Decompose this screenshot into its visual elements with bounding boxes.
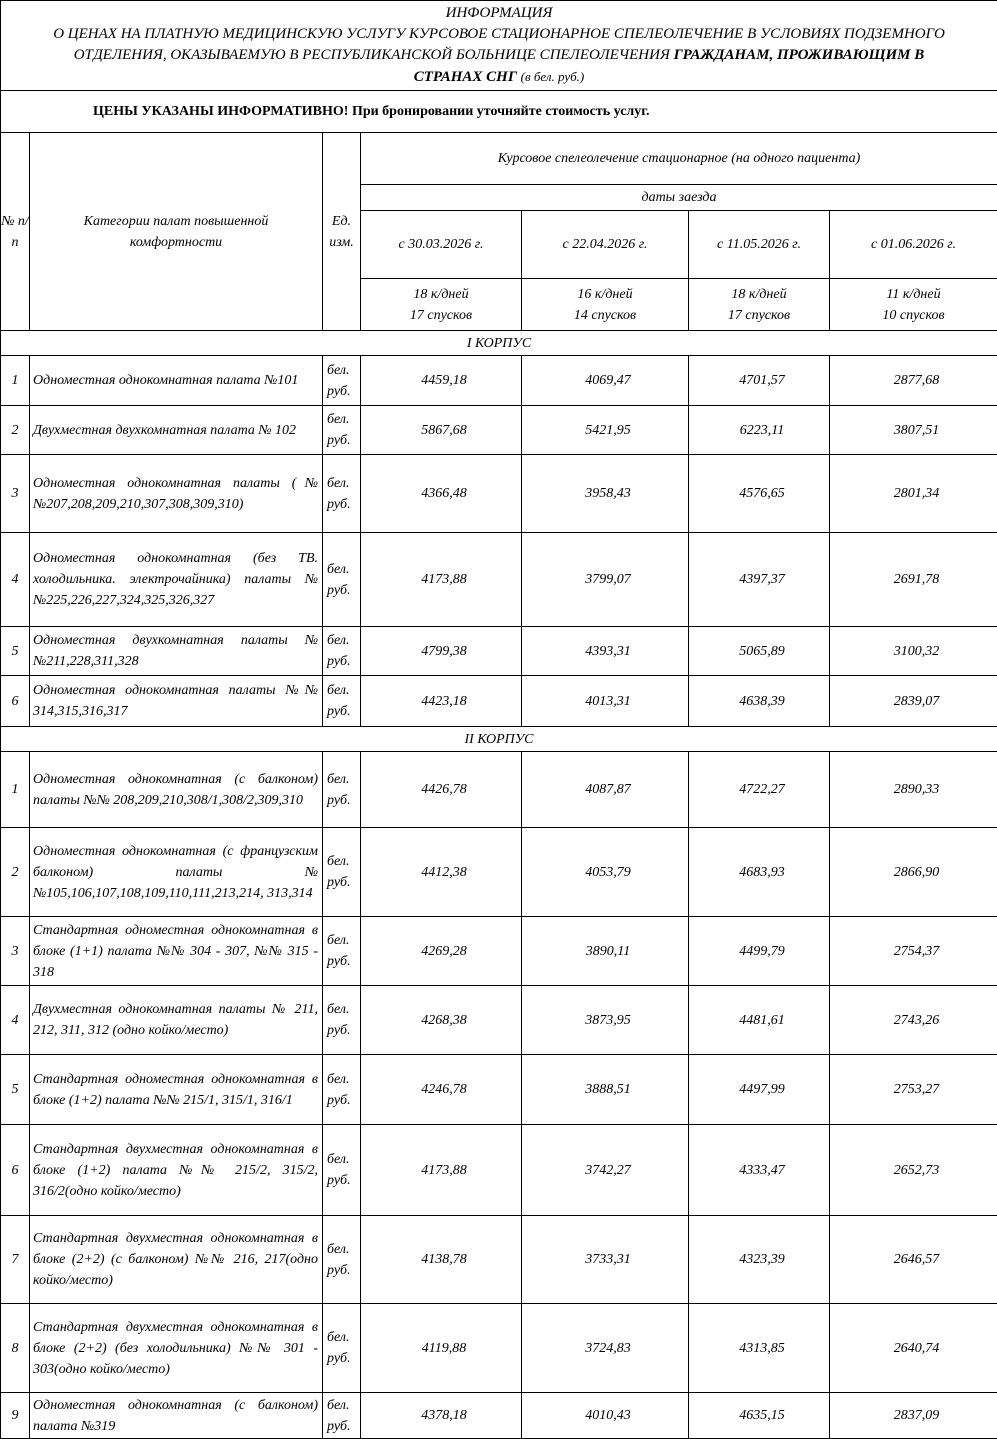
warning-notice: ЦЕНЫ УКАЗАНЫ ИНФОРМАТИВНО! При бронировании уточняйте стоимость услуг. bbox=[1, 91, 997, 133]
price-cell: 3958,43 bbox=[522, 455, 689, 533]
unit-cell: бел. руб. bbox=[323, 1393, 361, 1439]
row-number: 2 bbox=[1, 406, 30, 455]
table-row bbox=[1, 917, 997, 986]
price-cell: 4013,31 bbox=[522, 676, 689, 727]
table-row bbox=[1, 1055, 997, 1125]
price-cell: 2754,37 bbox=[830, 917, 997, 986]
warning-row bbox=[1, 91, 997, 133]
row-number: 5 bbox=[1, 627, 30, 676]
unit-cell: бел. руб. bbox=[323, 533, 361, 627]
date-col-3: с 11.05.2026 г. bbox=[689, 211, 830, 279]
price-cell: 4459,18 bbox=[361, 356, 522, 406]
row-number: 8 bbox=[1, 1304, 30, 1393]
col-header-num-label: № п/п bbox=[1, 214, 29, 250]
room-category: Одноместная однокомнатная (с балконом) палаты №№ 208,209,210,308/1,308/2,309,310 bbox=[30, 752, 323, 828]
price-cell: 4053,79 bbox=[522, 828, 689, 917]
price-cell: 4323,39 bbox=[689, 1216, 830, 1304]
price-cell: 4268,38 bbox=[361, 986, 522, 1055]
table-row bbox=[1, 1304, 997, 1393]
price-cell: 4366,48 bbox=[361, 455, 522, 533]
unit-cell: бел. руб. bbox=[323, 828, 361, 917]
date-col-2: с 22.04.2026 г. bbox=[522, 211, 689, 279]
price-cell: 3100,32 bbox=[830, 627, 997, 676]
room-category: Одноместная однокомнатная палаты №№ 314,315,316,317 bbox=[30, 676, 323, 727]
duration-days: 18 к/дней bbox=[689, 284, 829, 305]
price-cell: 4069,47 bbox=[522, 356, 689, 406]
duration-descents: 17 спусков bbox=[361, 305, 521, 326]
room-category: Одноместная однокомнатная (с французским балконом) палаты №№105,106,107,108,109,110,111,213,214, 313,314 bbox=[30, 828, 323, 917]
price-cell: 4722,27 bbox=[689, 752, 830, 828]
price-cell: 4397,37 bbox=[689, 533, 830, 627]
title-line-3: ОТДЕЛЕНИЯ, ОКАЗЫВАЕМУЮ В РЕСПУБЛИКАНСКОЙ БОЛЬНИЦЕ СПЕЛЕОЛЕЧЕНИЯ bbox=[74, 47, 670, 63]
price-cell: 3733,31 bbox=[522, 1216, 689, 1304]
price-cell: 4683,93 bbox=[689, 828, 830, 917]
title-line-2: О ЦЕНАХ НА ПЛАТНУЮ МЕДИЦИНСКУЮ УСЛУГУ КУРСОВОЕ СТАЦИОНАРНОЕ СПЕЛЕОЛЕЧЕНИЕ В УСЛОВИЯХ ПОДЗЕМНОГО bbox=[53, 26, 945, 42]
section-header-row bbox=[1, 331, 997, 356]
price-cell: 3807,51 bbox=[830, 406, 997, 455]
title-line-3-bold: ГРАЖДАНАМ, ПРОЖИВАЮЩИМ В bbox=[674, 47, 925, 63]
col-header-category-label: Категории палат повышенной комфортности bbox=[84, 214, 269, 250]
price-cell: 4499,79 bbox=[689, 917, 830, 986]
price-cell: 4412,38 bbox=[361, 828, 522, 917]
row-number: 4 bbox=[1, 986, 30, 1055]
table-row bbox=[1, 676, 997, 727]
row-number: 9 bbox=[1, 1393, 30, 1439]
table-row bbox=[1, 1216, 997, 1304]
room-category: Двухместная двухкомнатная палата № 102 bbox=[30, 406, 323, 455]
row-number: 5 bbox=[1, 1055, 30, 1125]
header-row-1 bbox=[1, 133, 997, 185]
unit-cell: бел. руб. bbox=[323, 627, 361, 676]
table-row bbox=[1, 1125, 997, 1216]
duration-descents: 10 спусков bbox=[830, 305, 997, 326]
price-cell: 3888,51 bbox=[522, 1055, 689, 1125]
row-number: 3 bbox=[1, 455, 30, 533]
room-category: Одноместная однокомнатная (без ТВ. холодильника. электрочайника) палаты №№225,226,227,324,325,326,327 bbox=[30, 533, 323, 627]
price-cell: 4087,87 bbox=[522, 752, 689, 828]
col-header-course: Курсовое спелеолечение стационарное (на одного пациента) bbox=[361, 133, 997, 185]
table-row bbox=[1, 356, 997, 406]
price-cell: 4269,28 bbox=[361, 917, 522, 986]
col-header-unit-label: Ед. изм. bbox=[329, 214, 354, 250]
price-cell: 5421,95 bbox=[522, 406, 689, 455]
col-header-unit bbox=[323, 133, 361, 331]
price-cell: 2866,90 bbox=[830, 828, 997, 917]
unit-cell: бел. руб. bbox=[323, 1304, 361, 1393]
unit-cell: бел. руб. bbox=[323, 455, 361, 533]
col-header-category bbox=[30, 133, 323, 331]
row-number: 2 bbox=[1, 828, 30, 917]
price-cell: 4799,38 bbox=[361, 627, 522, 676]
price-cell: 3724,83 bbox=[522, 1304, 689, 1393]
room-category: Одноместная однокомнатная палата №101 bbox=[30, 356, 323, 406]
price-cell: 4173,88 bbox=[361, 1125, 522, 1216]
price-cell: 5867,68 bbox=[361, 406, 522, 455]
price-cell: 3799,07 bbox=[522, 533, 689, 627]
room-category: Двухместная однокомнатная палаты № 211, 212, 311, 312 (одно койко/место) bbox=[30, 986, 323, 1055]
price-cell: 2753,27 bbox=[830, 1055, 997, 1125]
price-cell: 4378,18 bbox=[361, 1393, 522, 1439]
price-cell: 4313,85 bbox=[689, 1304, 830, 1393]
price-cell: 4173,88 bbox=[361, 533, 522, 627]
room-category: Стандартная двухместная однокомнатная в блоке (1+2) палата №№ 215/2, 315/2, 316/2(одно койко/место) bbox=[30, 1125, 323, 1216]
duration-col-2 bbox=[522, 279, 689, 331]
price-cell: 4138,78 bbox=[361, 1216, 522, 1304]
room-category: Одноместная однокомнатная (с балконом) палата №319 bbox=[30, 1393, 323, 1439]
price-cell: 4576,65 bbox=[689, 455, 830, 533]
price-cell: 4481,61 bbox=[689, 986, 830, 1055]
room-category: Стандартная одноместная однокомнатная в блоке (1+2) палата №№ 215/1, 315/1, 316/1 bbox=[30, 1055, 323, 1125]
price-cell: 2743,26 bbox=[830, 986, 997, 1055]
unit-cell: бел. руб. bbox=[323, 986, 361, 1055]
price-cell: 4333,47 bbox=[689, 1125, 830, 1216]
row-number: 7 bbox=[1, 1216, 30, 1304]
unit-cell: бел. руб. bbox=[323, 356, 361, 406]
price-cell: 4246,78 bbox=[361, 1055, 522, 1125]
table-row bbox=[1, 986, 997, 1055]
room-category: Стандартная одноместная однокомнатная в блоке (1+1) палата №№ 304 - 307, №№ 315 - 318 bbox=[30, 917, 323, 986]
section-header-row bbox=[1, 727, 997, 752]
unit-cell: бел. руб. bbox=[323, 1125, 361, 1216]
price-cell: 2890,33 bbox=[830, 752, 997, 828]
price-cell: 4701,57 bbox=[689, 356, 830, 406]
unit-cell: бел. руб. bbox=[323, 406, 361, 455]
table-row bbox=[1, 752, 997, 828]
price-cell: 4497,99 bbox=[689, 1055, 830, 1125]
unit-cell: бел. руб. bbox=[323, 1216, 361, 1304]
table-row bbox=[1, 828, 997, 917]
row-number: 3 bbox=[1, 917, 30, 986]
table-row bbox=[1, 533, 997, 627]
title-line-4-bold: СТРАНАХ СНГ bbox=[414, 69, 517, 85]
col-header-dates-label: даты заезда bbox=[361, 185, 997, 211]
price-cell: 4119,88 bbox=[361, 1304, 522, 1393]
price-cell: 4638,39 bbox=[689, 676, 830, 727]
table-row bbox=[1, 627, 997, 676]
unit-cell: бел. руб. bbox=[323, 676, 361, 727]
room-category: Стандартная двухместная однокомнатная в блоке (2+2) (с балконом) №№ 216, 217(одно койко/место) bbox=[30, 1216, 323, 1304]
unit-cell: бел. руб. bbox=[323, 752, 361, 828]
duration-days: 18 к/дней bbox=[361, 284, 521, 305]
price-cell: 2801,34 bbox=[830, 455, 997, 533]
price-cell: 4010,43 bbox=[522, 1393, 689, 1439]
price-cell: 4426,78 bbox=[361, 752, 522, 828]
price-cell: 2652,73 bbox=[830, 1125, 997, 1216]
col-header-num bbox=[1, 133, 30, 331]
table-row bbox=[1, 455, 997, 533]
price-cell: 5065,89 bbox=[689, 627, 830, 676]
duration-days: 16 к/дней bbox=[522, 284, 688, 305]
section-title: II КОРПУС bbox=[1, 727, 997, 752]
price-cell: 3742,27 bbox=[522, 1125, 689, 1216]
duration-col-1 bbox=[361, 279, 522, 331]
price-cell: 3873,95 bbox=[522, 986, 689, 1055]
price-cell: 2877,68 bbox=[830, 356, 997, 406]
price-cell: 2837,09 bbox=[830, 1393, 997, 1439]
title-line-1: ИНФОРМАЦИЯ bbox=[446, 5, 553, 21]
price-cell: 2839,07 bbox=[830, 676, 997, 727]
duration-col-3 bbox=[689, 279, 830, 331]
price-cell: 2691,78 bbox=[830, 533, 997, 627]
row-number: 6 bbox=[1, 1125, 30, 1216]
price-cell: 2640,74 bbox=[830, 1304, 997, 1393]
duration-days: 11 к/дней bbox=[830, 284, 997, 305]
price-cell: 4393,31 bbox=[522, 627, 689, 676]
duration-col-4 bbox=[830, 279, 997, 331]
document-title bbox=[1, 1, 997, 91]
price-cell: 4635,15 bbox=[689, 1393, 830, 1439]
room-category: Одноместная двухкомнатная палаты №№211,228,311,328 bbox=[30, 627, 323, 676]
room-category: Одноместная однокомнатная палаты (№№207,208,209,210,307,308,309,310) bbox=[30, 455, 323, 533]
title-unit: (в бел. руб.) bbox=[521, 69, 585, 84]
date-col-4: с 01.06.2026 г. bbox=[830, 211, 997, 279]
duration-descents: 17 спусков bbox=[689, 305, 829, 326]
price-cell: 6223,11 bbox=[689, 406, 830, 455]
section-title: I КОРПУС bbox=[1, 331, 997, 356]
unit-cell: бел. руб. bbox=[323, 917, 361, 986]
row-number: 6 bbox=[1, 676, 30, 727]
row-number: 4 bbox=[1, 533, 30, 627]
table-row bbox=[1, 406, 997, 455]
price-cell: 2646,57 bbox=[830, 1216, 997, 1304]
title-row bbox=[1, 1, 997, 91]
price-cell: 4423,18 bbox=[361, 676, 522, 727]
duration-descents: 14 спусков bbox=[522, 305, 688, 326]
unit-cell: бел. руб. bbox=[323, 1055, 361, 1125]
table-row bbox=[1, 1393, 997, 1439]
row-number: 1 bbox=[1, 356, 30, 406]
date-col-1: с 30.03.2026 г. bbox=[361, 211, 522, 279]
row-number: 1 bbox=[1, 752, 30, 828]
room-category: Стандартная двухместная однокомнатная в блоке (2+2) (без холодильника) №№ 301 - 303(одно койко/место) bbox=[30, 1304, 323, 1393]
price-cell: 3890,11 bbox=[522, 917, 689, 986]
